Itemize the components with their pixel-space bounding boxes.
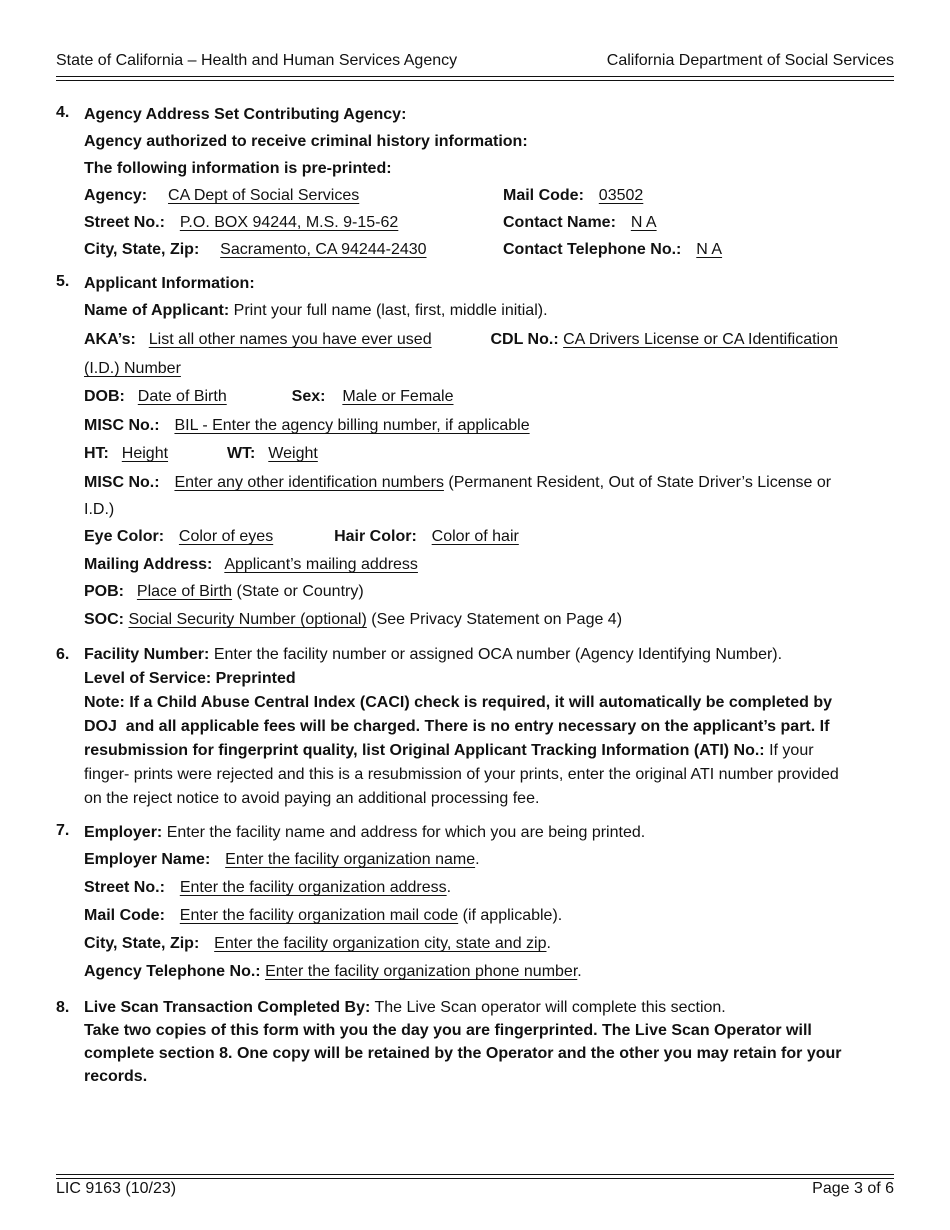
section-4 [56,104,894,266]
street-label: Street No.: [84,214,165,231]
caci-note-line-4: finger- prints were rejected and this is a resubmission of your prints, enter the original ATI number provided [84,766,839,783]
aka-label: AKA’s: [84,331,136,348]
page-footer [56,1180,894,1198]
employer-mail-code-line [84,905,894,933]
live-scan-label: Live Scan Transaction Completed By: [84,999,371,1016]
employer-name-label: Employer Name: [84,851,211,868]
section-number: 8. [56,999,70,1016]
telephone-value: Enter the facility organization phone number [265,963,578,980]
page-header [56,52,894,74]
section-number: 4. [56,104,70,121]
mailing-address-value: Applicant’s mailing address [224,556,418,573]
mailing-address-label: Mailing Address: [84,556,213,573]
eye-hair-line [84,526,894,554]
header-rule-bottom [56,80,894,81]
height-label: HT: [84,445,109,462]
height-weight-line [84,443,894,472]
header-agency: State of California – Health and Human Services Agency [56,52,458,69]
city-value: Enter the facility organization city, state and zip [214,935,547,952]
contact-telephone-label: Contact Telephone No.: [503,241,682,258]
dob-sex-line [84,386,894,415]
caci-note-line-1: Note: If a Child Abuse Central Index (CACI) check is required, it will automatically be completed by [84,694,832,711]
name-label: Name of Applicant: [84,302,230,319]
misc-label: MISC No.: [84,474,160,491]
copies-note-line-2: complete section 8. One copy will be retained by the Operator and the other you may retain for your [84,1045,842,1062]
footer-rule-bottom [56,1178,894,1179]
hair-color-label: Hair Color: [334,528,417,545]
soc-line [84,609,894,636]
caci-note-line-3 [84,739,894,763]
form-number: LIC 9163 (10/23) [56,1180,177,1197]
period: . [577,963,582,980]
copies-note-line-3: records. [84,1068,148,1085]
cdl-label: CDL No.: [490,331,559,348]
mail-code-value: 03502 [598,187,644,204]
misc-billing-value: BIL - Enter the agency billing number, if applicable [174,417,530,434]
pob-text: (State or Country) [236,583,364,600]
agency-row [84,185,894,212]
section-5 [56,273,894,636]
period: . [546,935,551,952]
ati-text: If your [769,742,814,759]
cdl-value-continued: (I.D.) Number [84,360,181,377]
pob-line [84,581,894,609]
section-number: 6. [56,646,70,663]
facility-number-text: Enter the facility number or assigned OCA number (Agency Identifying Number). [213,646,783,663]
telephone-label: Agency Telephone No.: [84,963,261,980]
employer-name-line [84,849,894,877]
misc-other-line [84,472,894,499]
pob-label: POB: [84,583,124,600]
preprinted-note: The following information is pre-printed: [84,160,392,177]
city-row [84,239,894,266]
mail-code-text: (if applicable). [462,907,563,924]
header-department: California Department of Social Services [606,52,894,69]
section-8 [56,996,894,1088]
pob-value: Place of Birth [136,583,233,600]
level-of-service: Level of Service: Preprinted [84,670,296,687]
misc-other-value: Enter any other identification numbers [174,474,444,491]
contact-name-label: Contact Name: [503,214,616,231]
copies-note-line-1: Take two copies of this form with you the day you are fingerprinted. The Live Scan Operator will [84,1022,812,1039]
soc-label: SOC: [84,611,124,628]
employer-text: Enter the facility name and address for which you are being printed. [166,824,646,841]
footer-rule-top [56,1174,894,1175]
weight-value: Weight [268,445,318,462]
eye-color-value: Color of eyes [178,528,274,545]
employer-telephone-line [84,961,894,988]
employer-name-value: Enter the facility organization name [225,851,476,868]
street-row [84,212,894,239]
agency-label: Agency: [84,187,148,204]
section-number: 5. [56,273,70,290]
section-subtitle: Agency authorized to receive criminal history information: [84,133,528,150]
contact-name-value: N A [630,214,657,231]
dob-label: DOB: [84,388,125,405]
cdl-continued-line [84,358,894,386]
city-value: Sacramento, CA 94244-2430 [220,241,427,258]
caci-note-line-2: DOJ and all applicable fees will be charged. There is no entry necessary on the applicant’s part. If [84,718,830,735]
aka-value: List all other names you have ever used [148,331,432,348]
weight-label: WT: [226,445,256,462]
street-value: P.O. BOX 94244, M.S. 9-15-62 [179,214,399,231]
employer-street-line [84,877,894,905]
name-text: Print your full name (last, first, middle initial). [233,302,548,319]
aka-line [84,329,894,358]
dob-value: Date of Birth [137,388,227,405]
sex-label: Sex: [291,388,326,405]
applicant-name-line [84,300,894,329]
live-scan-text: The Live Scan operator will complete this section. [374,999,726,1016]
section-6 [56,643,894,811]
mail-code-label: Mail Code: [84,907,165,924]
header-rule-top [56,76,894,77]
misc-label: MISC No.: [84,417,160,434]
street-label: Street No.: [84,879,165,896]
height-value: Height [121,445,169,462]
mail-code-label: Mail Code: [503,187,584,204]
live-scan-line [84,996,894,1019]
ati-label: resubmission for fingerprint quality, list Original Applicant Tracking Information (ATI) No.: [84,742,765,759]
facility-number-label: Facility Number: [84,646,210,663]
city-label: City, State, Zip: [84,935,200,952]
misc-billing-line [84,415,894,443]
section-7 [56,822,894,988]
section-number: 7. [56,822,70,839]
section-title: Agency Address Set Contributing Agency: [84,106,407,123]
form-instructions [56,104,894,1088]
employer-label: Employer: [84,824,163,841]
city-label: City, State, Zip: [84,241,200,258]
period: . [446,879,452,896]
misc-other-text: (Permanent Resident, Out of State Driver’s License or [448,474,832,491]
mail-code-value: Enter the facility organization mail code [179,907,459,924]
contact-telephone-value: N A [696,241,723,258]
employer-city-line [84,933,894,961]
misc-other-text-continued: I.D.) [84,501,115,518]
eye-color-label: Eye Color: [84,528,165,545]
cdl-value: CA Drivers License or CA Identification [563,331,838,348]
soc-value: Social Security Number (optional) [128,611,367,628]
caci-note-line-5: on the reject notice to avoid paying an additional processing fee. [84,790,540,807]
facility-number-line [84,643,894,667]
agency-value: CA Dept of Social Services [168,187,360,204]
soc-text: (See Privacy Statement on Page 4) [371,611,623,628]
hair-color-value: Color of hair [431,528,519,545]
mailing-address-line [84,554,894,581]
period: . [475,851,480,868]
section-title: Applicant Information: [84,275,255,292]
sex-value: Male or Female [342,388,454,405]
page-number: Page 3 of 6 [812,1180,894,1197]
employer-line [84,822,894,849]
street-value: Enter the facility organization address [179,879,447,896]
misc-other-continued [84,499,894,526]
